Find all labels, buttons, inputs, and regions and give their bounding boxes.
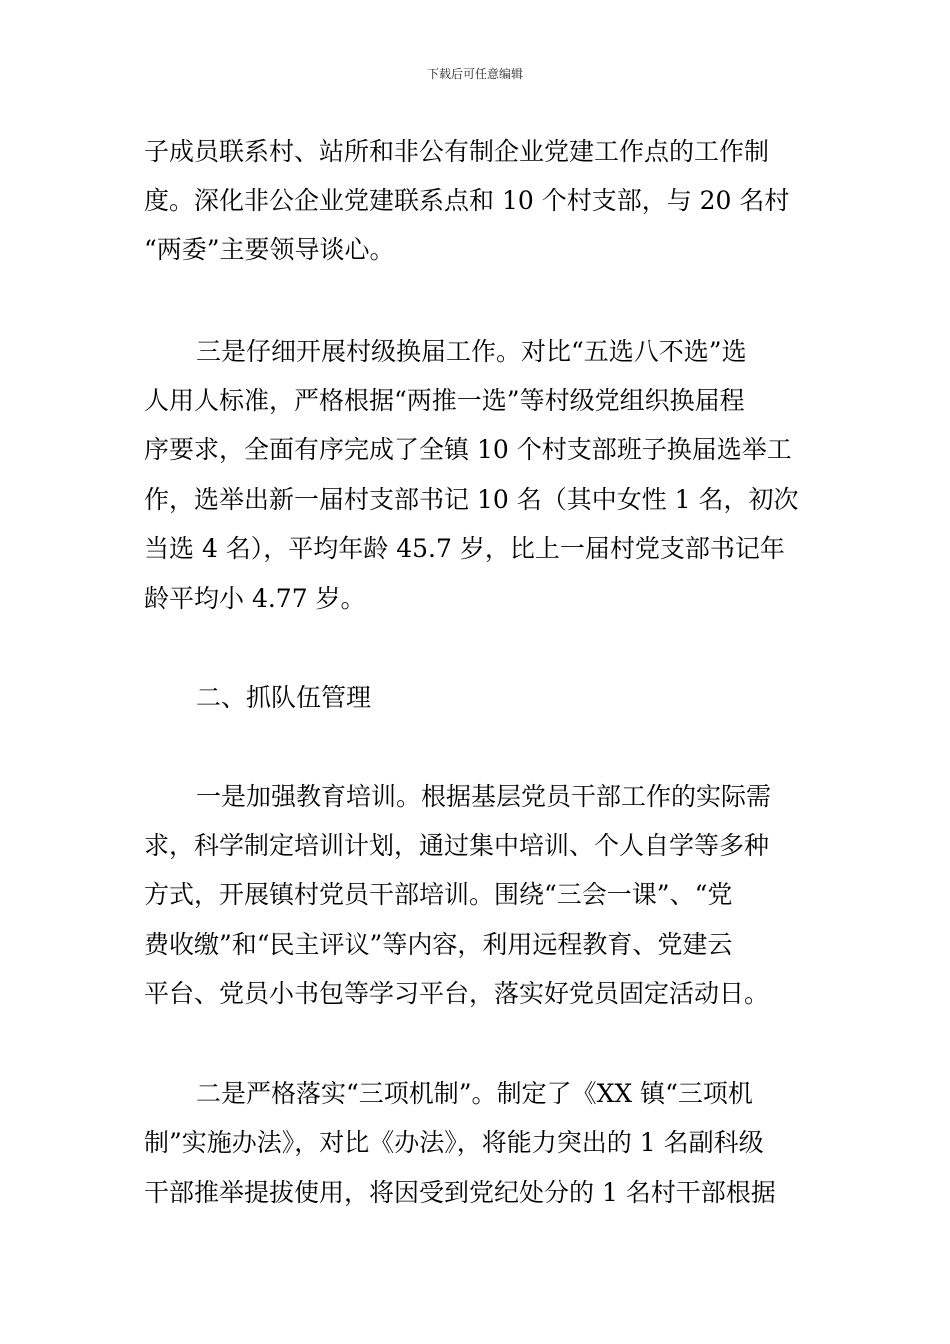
paragraph-line: 方式，开展镇村党员干部培训。围绕“三会一课”、“党 xyxy=(144,880,733,909)
paragraph-line: 当选 4 名），平均年龄 45.7 岁，比上一届村党支部书记年 xyxy=(144,534,785,563)
section-heading: 二、抓队伍管理 xyxy=(196,683,372,712)
header-note: 下载后可任意编辑 xyxy=(426,67,523,81)
paragraph-line: 龄平均小 4.77 岁。 xyxy=(144,584,366,613)
paragraph-line: 子成员联系村、站所和非公有制企业党建工作点的工作制 xyxy=(144,137,770,166)
paragraph-line: 作，选举出新一届村支部书记 10 名（其中女性 1 名，初次 xyxy=(144,485,799,514)
paragraph-line: 三是仔细开展村级换届工作。对比“五选八不选”选 xyxy=(196,337,747,366)
paragraph-line: 制”实施办法》，对比《办法》，将能力突出的 1 名副科级 xyxy=(144,1128,764,1157)
paragraph-line: 干部推举提拔使用，将因受到党纪处分的 1 名村干部根据 xyxy=(144,1178,776,1207)
paragraph-line: 平台、党员小书包等学习平台，落实好党员固定活动日。 xyxy=(144,979,770,1008)
paragraph-line: 二是严格落实“三项机制”。制定了《XX 镇“三项机 xyxy=(196,1079,753,1108)
paragraph-line: 求，科学制定培训计划，通过集中培训、个人自学等多种 xyxy=(144,831,770,860)
paragraph-line: 人用人标准，严格根据“两推一选”等村级党组织换届程 xyxy=(144,386,745,415)
paragraph-line: “两委”主要领导谈心。 xyxy=(144,235,395,264)
paragraph-line: 一是加强教育培训。根据基层党员干部工作的实际需 xyxy=(196,782,772,811)
paragraph-line: 费收缴”和“民主评议”等内容，利用远程教育、党建云 xyxy=(144,930,733,959)
paragraph-line: 度。深化非公企业党建联系点和 10 个村支部，与 20 名村 xyxy=(144,186,790,215)
paragraph-line: 序要求，全面有序完成了全镇 10 个村支部班子换届选举工 xyxy=(144,435,792,464)
